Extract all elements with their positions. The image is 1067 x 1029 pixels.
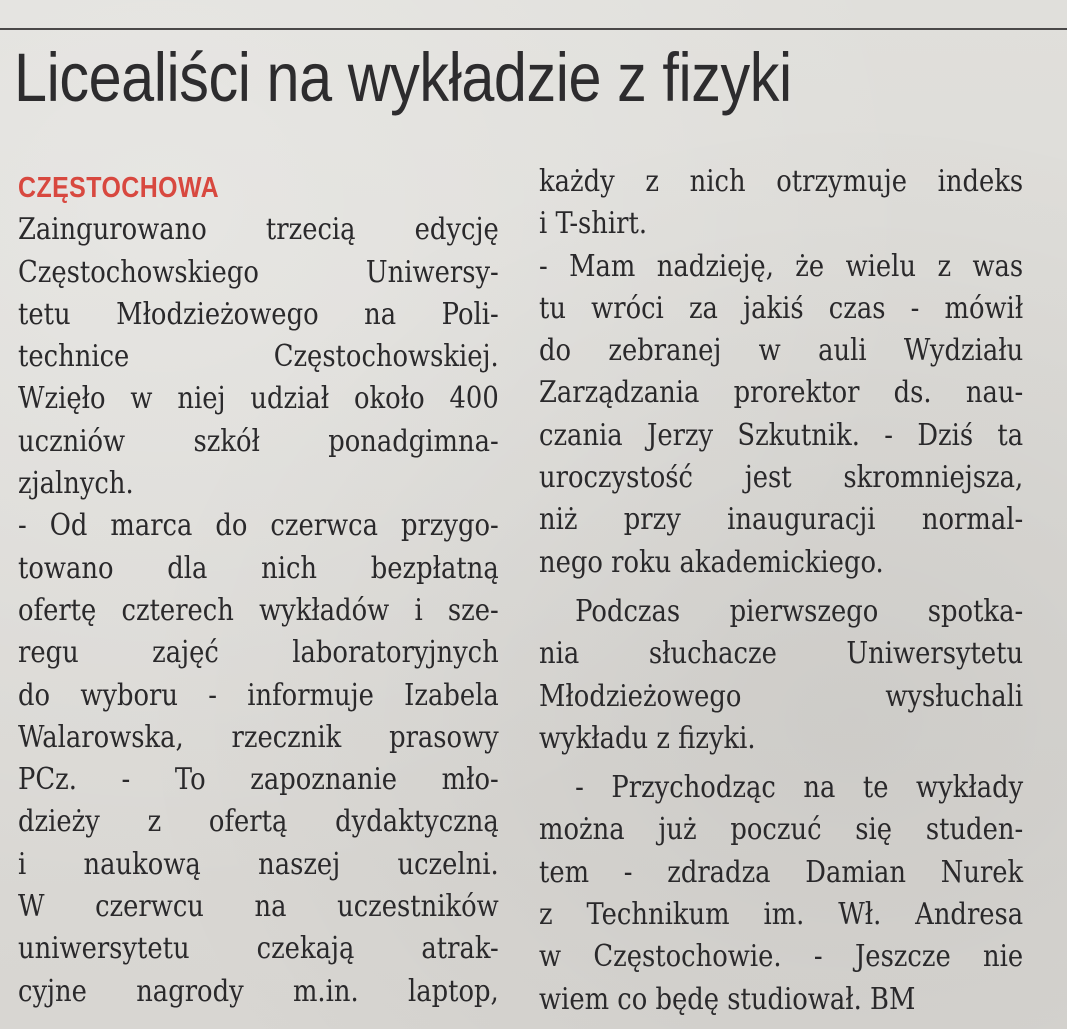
text-line: Częstochowskiego Uniwersy- [18, 254, 499, 290]
text-line: - Przychodząc na te wykłady [575, 770, 1024, 806]
text-line: wykładu z fizyki. [539, 720, 756, 756]
text-line: uroczystość jest skromniejsza, [539, 460, 1024, 496]
text-line: tem - zdradza Damian Nurek [539, 854, 1024, 890]
text-line: do zebranej w auli Wydziału [539, 333, 1024, 369]
text-line: Walarowska, rzecznik prasowy [18, 719, 499, 755]
paragraph-gap [539, 760, 1023, 767]
paragraph-gap [539, 584, 1023, 591]
article-headline: Licealiści na wykładzie z fizyki [14, 39, 792, 116]
text-line: - Mam nadzieję, że wielu z was [539, 248, 1024, 284]
text-line: W czerwcu na uczestników [18, 889, 499, 925]
text-line: cyjne nagrody m.in. laptop, [18, 973, 499, 1009]
text-line: uniwersytetu czekają atrak- [18, 931, 499, 967]
text-line: z Technikum im. Wł. Andresa [539, 897, 1024, 933]
text-line: dzieży z ofertą dydaktyczną [18, 804, 499, 840]
text-line: Zaingurowano trzecią edycję [18, 212, 499, 248]
text-line: tu wróci za jakiś czas - mówił [539, 290, 1024, 326]
text-line: każdy z nich otrzymuje indeks [539, 164, 1024, 199]
text-line: uczniów szkół ponadgimna- [18, 423, 499, 459]
article-column-right [539, 161, 1023, 1021]
text-line: regu zajęć laboratoryjnych [18, 635, 499, 671]
text-line: Młodzieżowego wysłuchali [539, 678, 1024, 714]
text-line: PCz. - To zapoznanie mło- [18, 762, 499, 798]
text-line: wiem co będę studiował. BM [539, 981, 916, 1017]
text-line: towano dla nich bezpłatną [18, 550, 499, 586]
text-line: Zarządzania prorektor ds. nau- [539, 375, 1024, 411]
text-line: czania Jerzy Szkutnik. - Dziś ta [539, 417, 1024, 453]
text-line: w Częstochowie. - Jeszcze nie [539, 939, 1024, 975]
text-line: Wzięło w niej udział około 400 [18, 381, 499, 417]
text-line: Podczas pierwszego spotka- [575, 593, 1024, 629]
text-line: nia słuchacze Uniwersytetu [539, 636, 1024, 672]
text-line: do wyboru - informuje Izabela [18, 677, 499, 713]
article-column-left [18, 167, 499, 1013]
text-line: niż przy inauguracji normal- [539, 502, 1024, 538]
text-line: i naukową naszej uczelni. [18, 846, 499, 882]
text-line: zjalnych. [18, 466, 134, 502]
text-line: można już poczuć się studen- [539, 812, 1024, 848]
top-rule [0, 28, 1067, 30]
text-line: i T-shirt. [539, 206, 648, 242]
text-line: tetu Młodzieżowego na Poli- [18, 296, 499, 332]
text-line: technice Częstochowskiej. [18, 339, 499, 375]
text-line: - Od marca do czerwca przygo- [18, 508, 499, 544]
location-kicker: CZĘSTOCHOWA [18, 172, 220, 204]
text-line: nego roku akademickiego. [539, 544, 884, 580]
text-line: ofertę czterech wykładów i sze- [18, 592, 499, 628]
